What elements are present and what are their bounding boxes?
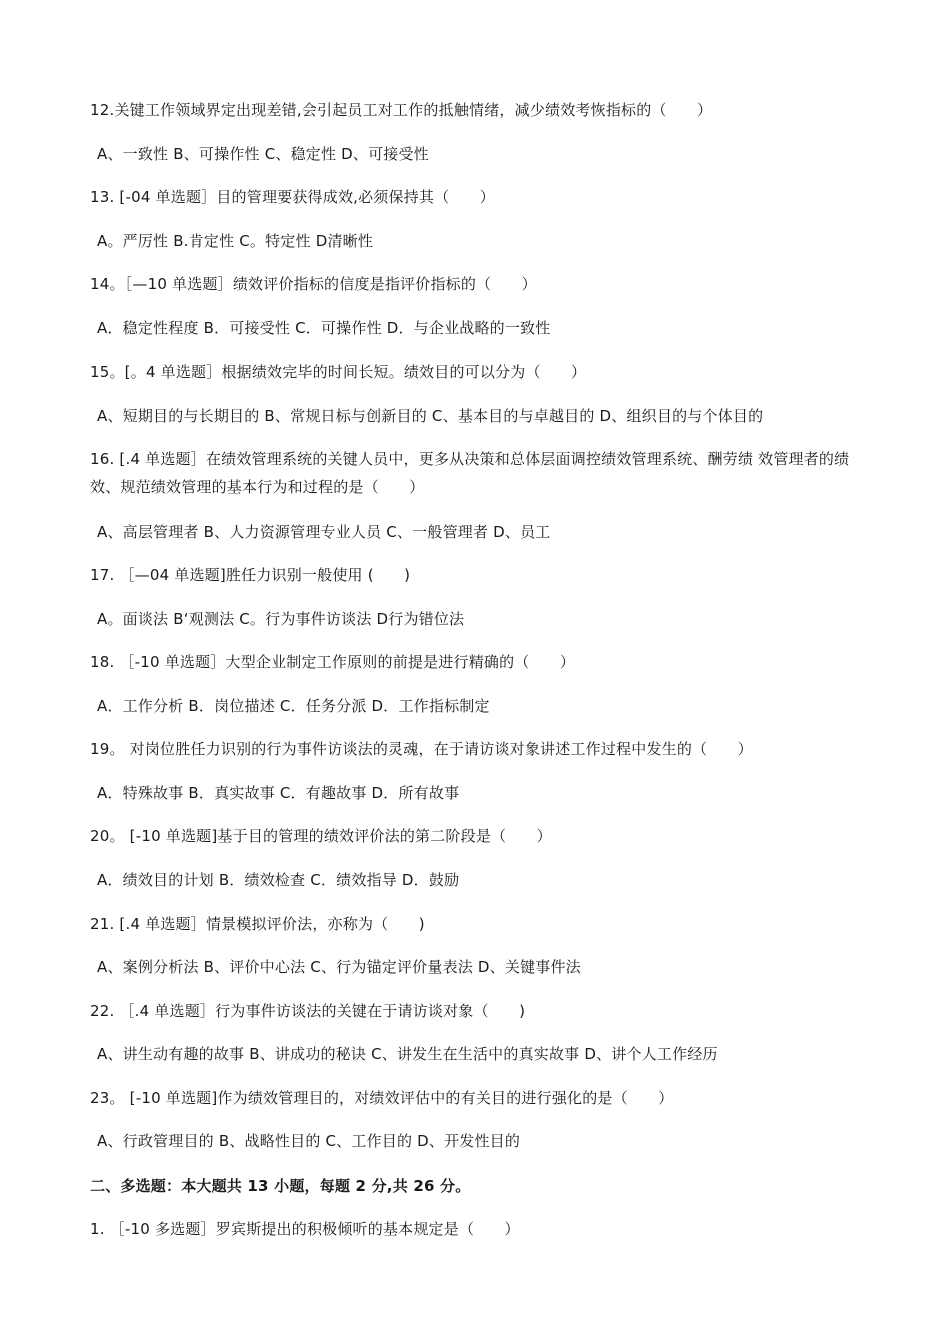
question-16-options: A、高层管理者 B、人力资源管理专业人员 C、一般管理者 D、员工	[97, 523, 551, 541]
question-20-stem: 20。 [-10 单选题]基于目的管理的绩效评价法的第二阶段是（ ）	[90, 827, 552, 845]
question-23-stem: 23。 [-10 单选题]作为绩效管理目的，对绩效评估中的有关目的进行强化的是（ ）	[90, 1089, 674, 1107]
question-14-stem: 14。［—10 单选题］绩效评价指标的信度是指评价指标的（ ）	[90, 275, 537, 293]
multi-question-1-stem: 1. ［-10 多选题］罗宾斯提出的积极倾听的基本规定是（ ）	[90, 1220, 520, 1238]
question-16-stem: 16. [.4 单选题］在绩效管理系统的关键人员中，更多从决策和总体层面调控绩效管理系统、酬劳绩 效管理者的绩效、规范绩效管理的基本行为和过程的是（ ）	[90, 450, 850, 496]
question-14-options: A．稳定性程度 B．可接受性 C．可操作性 D．与企业战略的一致性	[97, 319, 551, 337]
question-15-stem: 15。[。4 单选题］根据绩效完毕的时间长短。绩效目的可以分为（ ）	[90, 363, 587, 381]
question-17-stem: 17. ［—04 单选题]胜任力识别一般使用 ( )	[90, 566, 411, 584]
question-12-stem: 12.关键工作领域界定出现差错,会引起员工对工作的抵触情绪，减少绩效考恢指标的（ ）	[90, 101, 713, 119]
question-12-options: A、一致性 B、可操作性 C、稳定性 D、可接受性	[97, 145, 429, 163]
question-19-stem: 19。 对岗位胜任力识别的行为事件访谈法的灵魂，在于请访谈对象讲述工作过程中发生的（ ）	[90, 740, 753, 758]
question-21-stem: 21. [.4 单选题］情景模拟评价法，亦称为（ )	[90, 915, 425, 933]
section-2-heading: 二、多选题：本大题共 13 小题，每题 2 分,共 26 分。	[90, 1177, 471, 1195]
question-23-options: A、行政管理目的 B、战略性目的 C、工作目的 D、开发性目的	[97, 1132, 521, 1150]
question-13-stem: 13. [-04 单选题］目的管理要获得成效,必须保持其（ ）	[90, 188, 495, 206]
question-15-options: A、短期目的与长期目的 B、常规日标与创新目的 C、基本目的与卓越目的 D、组织目的与个体目的	[97, 407, 764, 425]
question-17-options: A。面谈法 B‘观测法 C。行为事件访谈法 D行为错位法	[97, 610, 465, 628]
question-19-options: A．特殊故事 B．真实故事 C．有趣故事 D．所有故事	[97, 784, 460, 802]
question-20-options: A．绩效目的计划 B．绩效检查 C．绩效指导 D．鼓励	[97, 871, 460, 889]
question-22-stem: 22. ［.4 单选题］行为事件访谈法的关键在于请访谈对象（ )	[90, 1002, 526, 1020]
question-18-options: A．工作分析 B．岗位描述 C．任务分派 D．工作指标制定	[97, 697, 490, 715]
question-21-options: A、案例分析法 B、评价中心法 C、行为锚定评价量表法 D、关键事件法	[97, 958, 581, 976]
question-18-stem: 18. ［-10 单选题］大型企业制定工作原则的前提是进行精确的（ ）	[90, 653, 576, 671]
question-22-options: A、讲生动有趣的故事 B、讲成功的秘诀 C、讲发生在生活中的真实故事 D、讲个人工作经历	[97, 1045, 718, 1063]
question-13-options: A。严厉性 B.肯定性 C。特定性 D清晰性	[97, 232, 374, 250]
